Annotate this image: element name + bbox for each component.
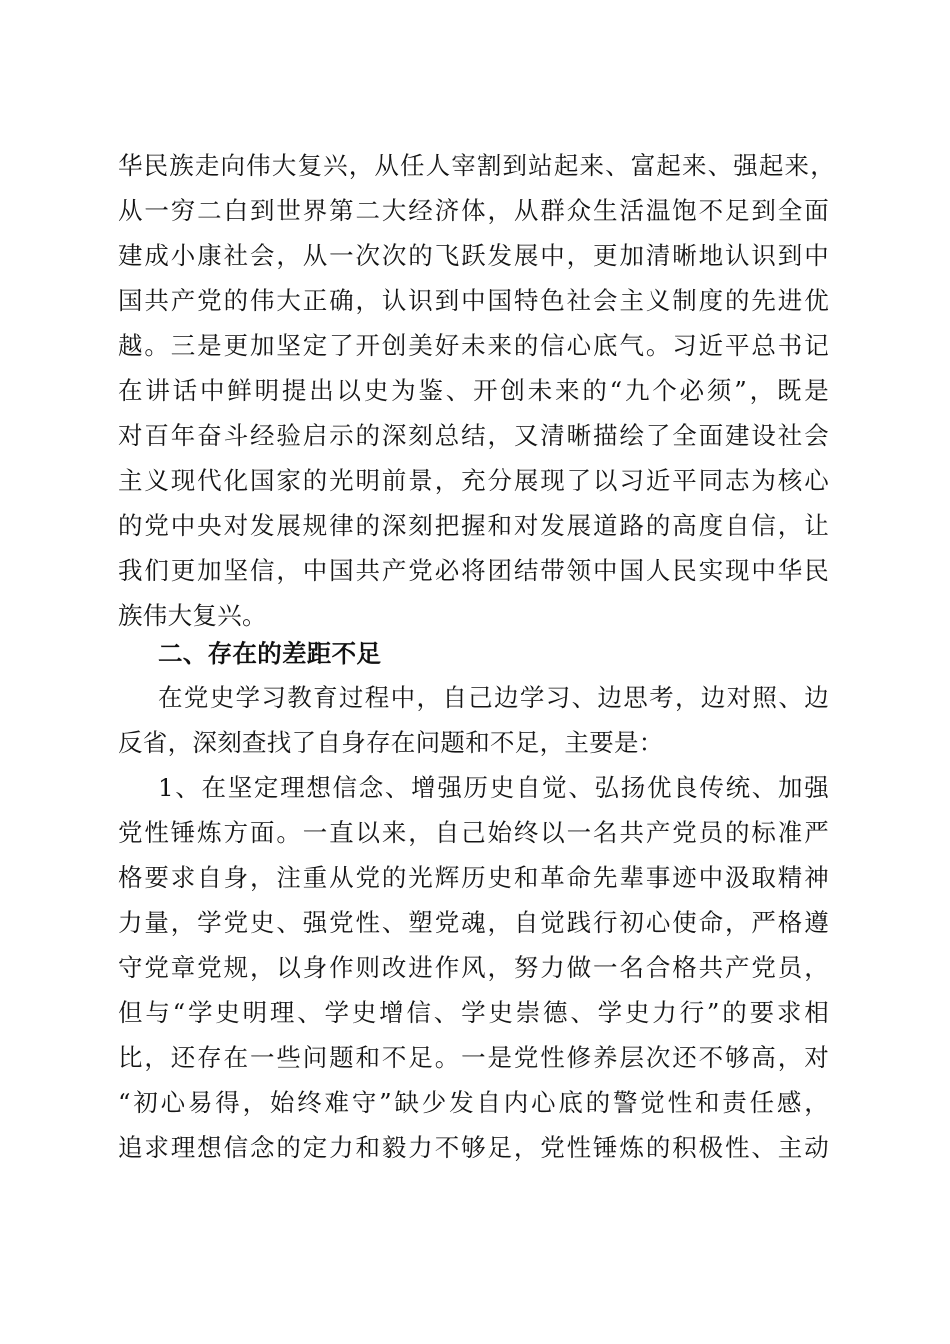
body-text-line: 从一穷二白到世界第二大经济体，从群众生活温饱不足到全面 xyxy=(118,196,829,225)
body-text-line: 越。三是更加坚定了开创美好未来的信心底气。习近平总书记 xyxy=(118,331,829,360)
body-text-line: 格要求自身，注重从党的光辉历史和革命先辈事迹中汲取精神 xyxy=(118,863,829,892)
paragraph-first-line: 在党史学习教育过程中，自己边学习、边思考，边对照、边 xyxy=(158,683,829,712)
body-text-line: 对百年奋斗经验启示的深刻总结，又清晰描绘了全面建设社会 xyxy=(118,421,829,450)
body-text-line: 在讲话中鲜明提出以史为鉴、开创未来的“九个必须”，既是 xyxy=(118,376,829,405)
body-text-line: 但与“学史明理、学史增信、学史崇德、学史力行”的要求相 xyxy=(118,998,829,1027)
body-text-line: 族伟大复兴。 xyxy=(118,601,267,630)
body-text-line: “初心易得，始终难守”缺少发自内心底的警觉性和责任感， xyxy=(118,1088,829,1117)
body-text-line: 党性锤炼方面。一直以来，自己始终以一名共产党员的标准严 xyxy=(118,818,829,847)
body-text-line: 比，还存在一些问题和不足。一是党性修养层次还不够高，对 xyxy=(118,1043,829,1072)
body-text-line: 主义现代化国家的光明前景，充分展现了以习近平同志为核心 xyxy=(118,466,829,495)
body-text-line: 建成小康社会，从一次次的飞跃发展中，更加清晰地认识到中 xyxy=(118,241,829,270)
paragraph-first-line: 1、在坚定理想信念、增强历史自觉、弘扬优良传统、加强 xyxy=(158,773,829,802)
body-text-line: 追求理想信念的定力和毅力不够足，党性锤炼的积极性、主动 xyxy=(118,1133,829,1162)
body-text-line: 力量，学党史、强党性、塑党魂，自觉践行初心使命，严格遵 xyxy=(118,908,829,937)
body-text-line: 我们更加坚信，中国共产党必将团结带领中国人民实现中华民 xyxy=(118,556,829,585)
body-text-line: 反省，深刻查找了自身存在问题和不足，主要是： xyxy=(118,728,664,757)
body-text-line: 国共产党的伟大正确，认识到中国特色社会主义制度的先进优 xyxy=(118,286,829,315)
section-heading: 二、存在的差距不足 xyxy=(158,639,382,668)
body-text-line: 的党中央对发展规律的深刻把握和对发展道路的高度自信，让 xyxy=(118,511,829,540)
body-text-line: 守党章党规，以身作则改进作风，努力做一名合格共产党员， xyxy=(118,953,829,982)
body-text-line: 华民族走向伟大复兴，从任人宰割到站起来、富起来、强起来， xyxy=(118,151,835,180)
